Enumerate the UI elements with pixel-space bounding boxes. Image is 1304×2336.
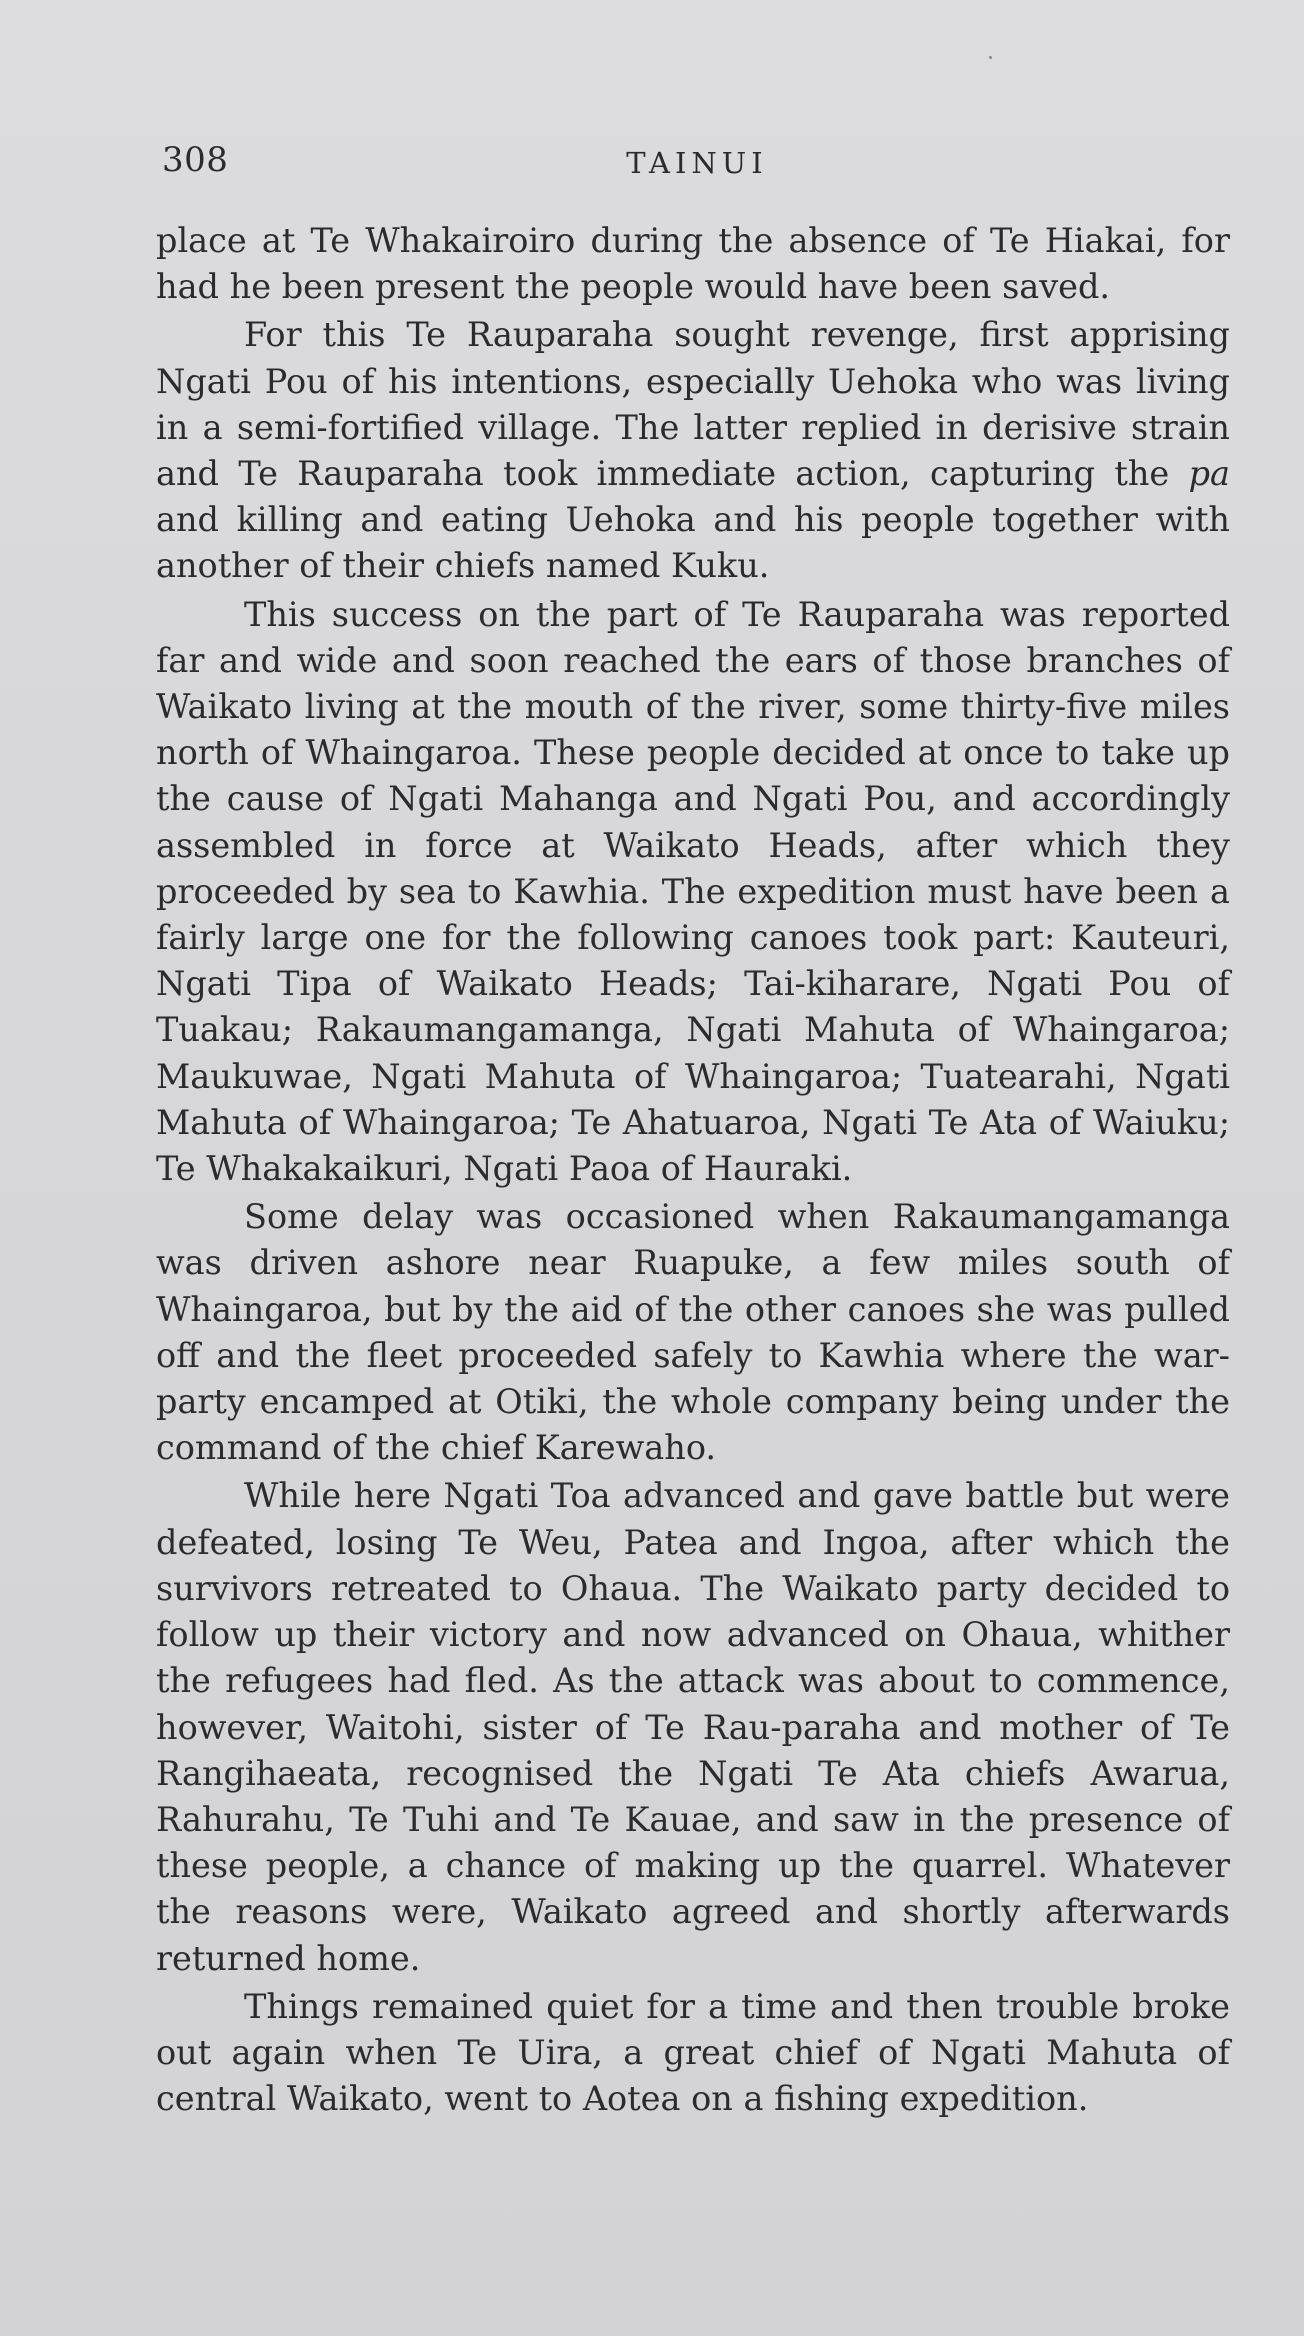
page-header xyxy=(160,132,1234,192)
paragraph-continued: place at Te Whakairoiro during the absence of Te Hiakai, for had he been present the people would have been saved. xyxy=(156,221,1230,307)
paragraph-trouble: Things remained quiet for a time and then trouble broke out again when Te Uira, a great chief of Ngati Mahuta of central Waikato, went to Aotea on a fishing expedition. xyxy=(156,1986,1230,2119)
running-head: TAINUI xyxy=(626,146,768,180)
paragraph-battle: While here Ngati Toa advanced and gave battle but were defeated, losing Te Weu, Patea and Ingoa, after which the survivors retreated to Ohaua. The Waikato party decided to follow up their victory and now advanced on Ohaua, whither the refugees had fled. As the attack was about to commence, however, Waitohi, sister of Te Rau-paraha and mother of Te Rangihaeata, recognised the Ngati Te Ata chiefs Awarua, Rahurahu, Te Tuhi and Te Kauae, and saw in the presence of these people, a chance of making up the quarrel. Whatever the reasons were, Waikato agreed and shortly afterwards returned home. xyxy=(156,1476,1230,1978)
paragraph-delay: Some delay was occasioned when Rakaumangamanga was driven ashore near Ruapuke, a few miles south of Whaingaroa, but by the aid of the other canoes she was pulled off and the fleet proceeded safely to Kawhia where the war-party encamped at Otiki, the whole company being under the command of the chief Karewaho. xyxy=(156,1197,1230,1468)
page-number: 308 xyxy=(162,140,229,180)
paper-speck xyxy=(989,56,992,59)
paragraph-expedition: This success on the part of Te Rauparaha was reported far and wide and soon reached the ears of those branches of Waikato living at the mouth of the river, some thirty-five miles north of Whaingaroa. These people decided at once to take up the cause of Ngati Mahanga and Ngati Pou, and accordingly assembled in force at Waikato Heads, after which they proceeded by sea to Kawhia. The expedition must have been a fairly large one for the following canoes took part: Kauteuri, Ngati Tipa of Waikato Heads; Tai-kiharare, Ngati Pou of Tuakau; Rakaumangamanga, Ngati Mahuta of Whaingaroa; Maukuwae, Ngati Mahuta of Whaingaroa; Tuatearahi, Ngati Mahuta of Whaingaroa; Te Ahatuaroa, Ngati Te Ata of Waiuku; Te Whakakaikuri, Ngati Paoa of Hauraki. xyxy=(156,594,1230,1189)
paragraph-revenge: For this Te Rauparaha sought revenge, first apprising Ngati Pou of his intentions, especially Uehoka who was living in a semi-fortified village. The latter replied in derisive strain and Te Rauparaha took immediate action, capturing the pa and killing and eating Uehoka and his people together with another of their chiefs named Kuku. xyxy=(156,315,1230,586)
body-text xyxy=(156,218,1230,2122)
italic-term: pa xyxy=(1188,454,1230,494)
